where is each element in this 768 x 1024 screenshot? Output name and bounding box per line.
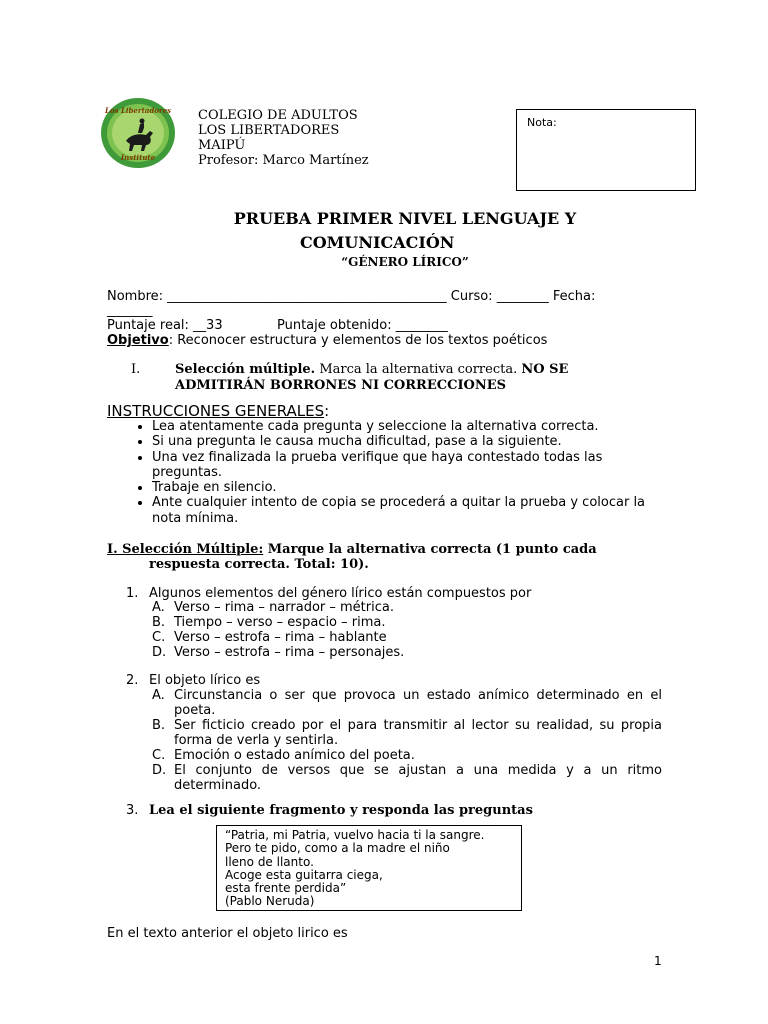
section-one-warning-2: ADMITIRÁN BORRONES NI CORRECCIONES [175,378,507,393]
option-row [152,600,672,615]
logo-text-top: Los Libertadores [104,106,172,115]
option-text: Verso – rima – narrador – métrica. [174,600,394,615]
list-item: • Trabaje en silencio. [152,480,672,495]
question-text: El objeto lírico es [149,673,261,688]
option-text: Verso – estrofa – rima – hablante [174,630,387,645]
date-blank: _______ [107,303,153,318]
option-text: Emoción o estado anímico del poeta. [174,748,415,763]
logo-text-bottom: Institute [120,153,156,162]
poem-line: lleno de llanto. [225,854,314,869]
poem-line: “Patria, mi Patria, vuelvo hacia ti la sangre. [225,828,485,842]
section-numeral: I. [131,362,141,377]
objective [107,333,547,348]
option-row [152,630,672,645]
option-row [152,763,662,793]
option-row [152,615,672,630]
student-info-line: Nombre: ___________________________________________ Curso: ________ Fecha: [107,289,596,304]
option-text: Tiempo – verso – espacio – rima. [174,615,386,630]
option-letter: B. [152,718,166,733]
option-letter: C. [152,748,166,763]
option-letter: A. [152,688,165,703]
option-text: Verso – estrofa – rima – personajes. [174,645,405,660]
instructions-colon: : [324,402,330,420]
section-one-warning-1: NO SE [521,362,569,377]
instructions-list [130,419,672,526]
school-line: LOS LIBERTADORES [198,123,340,138]
poem-line: Acoge esta guitarra ciega, [225,867,383,882]
exam-title-line-1: PRUEBA PRIMER NIVEL LENGUAJE Y [233,209,577,228]
list-item: • Ante cualquier intento de copia se procederá a quitar la prueba y colocar la nota mínima. [152,495,672,526]
multiple-choice-heading [107,542,597,557]
question-text: Algunos elementos del género lírico están compuestos por [149,586,532,601]
option-row [152,748,662,763]
section-one-bold: Selección múltiple. [175,362,316,377]
option-letter: C. [152,630,166,645]
option-letter: D. [152,645,167,660]
option-row [152,688,662,718]
objective-label: Objetivo [107,333,169,348]
option-row [152,645,672,660]
option-letter: D. [152,763,167,778]
multiple-choice-heading-underlined: I. Selección Múltiple: [107,542,264,557]
question-prompt: En el texto anterior el objeto lirico es [107,926,348,941]
question-number: 1. [126,586,139,601]
school-line: COLEGIO DE ADULTOS [198,108,358,123]
poem-author: (Pablo Neruda) [225,894,315,909]
list-item: • Una vez finalizada la prueba verifique que haya contestado todas las preguntas. [152,450,672,481]
section-one-line-1 [175,362,568,377]
exam-subtitle: “GÉNERO LÍRICO” [341,255,469,269]
option-text: Circunstancia o ser que provoca un estado anímico determinado en el poeta. [174,688,662,718]
option-letter: A. [152,600,165,615]
list-item: • Si una pregunta le causa mucha dificultad, pase a la siguiente. [152,434,672,449]
objective-text: : Reconocer estructura y elementos de los textos poéticos [168,333,548,348]
option-text: El conjunto de versos que se ajustan a una medida y a un ritmo determinado. [174,763,662,793]
instructions-heading-text: INSTRUCCIONES GENERALES [107,402,325,420]
option-text: Ser ficticio creado por el para transmitir al lector su realidad, su propia forma de verla y sentirla. [174,718,662,748]
school-logo [100,97,176,169]
question-number: 3. [126,803,139,818]
exam-title-line-2: COMUNICACIÓN [300,233,455,252]
grade-box-label: Nota: [527,116,557,129]
instructions-heading [107,402,329,420]
grade-box [516,109,696,191]
option-row [152,718,662,748]
teacher-name: Profesor: Marco Martínez [198,153,369,168]
multiple-choice-heading-2: respuesta correcta. Total: 10). [149,557,369,572]
option-letter: B. [152,615,166,630]
page-number: 1 [654,954,662,968]
question-text: Lea el siguiente fragmento y responda las preguntas [149,803,533,818]
list-item: • Lea atentamente cada pregunta y seleccione la alternativa correcta. [152,419,672,434]
multiple-choice-heading-rest: Marque la alternativa correcta (1 punto cada [263,542,597,557]
poem-line: Pero te pido, como a la madre el niño [225,841,450,856]
poem-line: esta frente perdida” [225,881,347,896]
school-info [198,108,369,168]
obtained-score: Puntaje obtenido: ________ [277,318,448,333]
section-one-normal: Marca la alternativa correcta. [315,362,522,377]
max-score: Puntaje real: __33 [107,318,223,333]
school-line: MAIPÚ [198,138,246,153]
poem-box [216,825,522,911]
question-number: 2. [126,673,139,688]
